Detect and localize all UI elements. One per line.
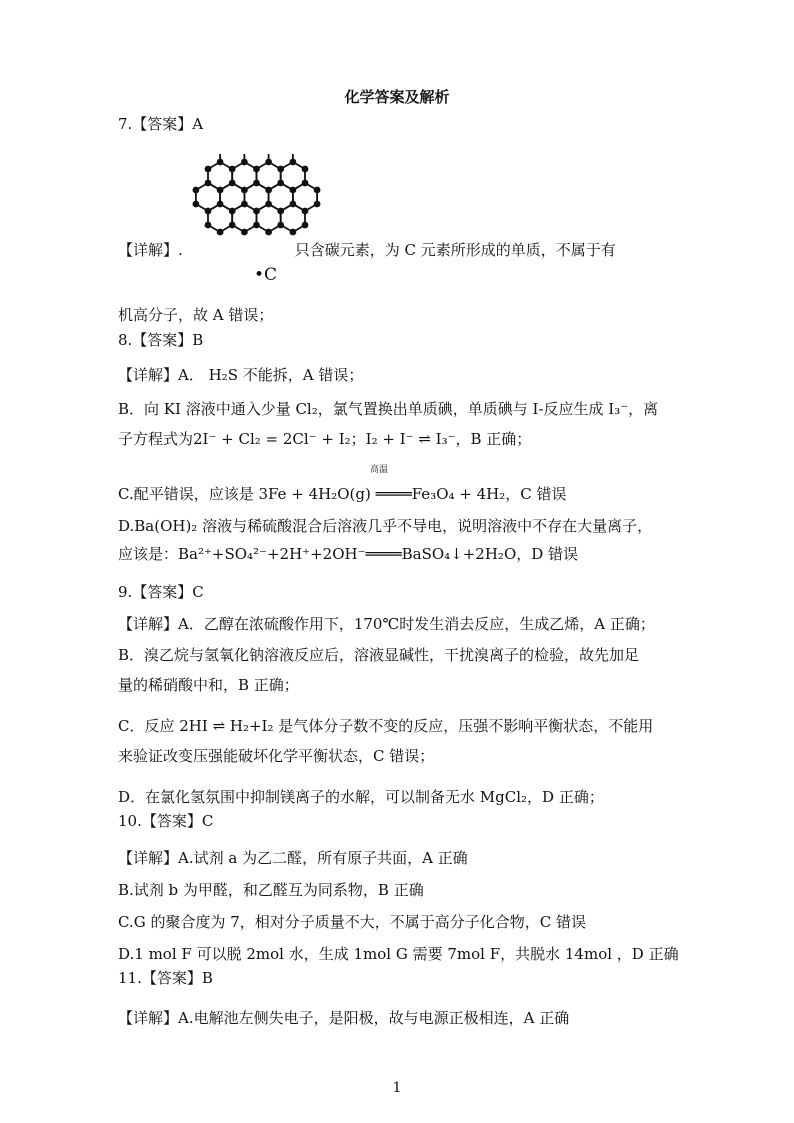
carbon-atom bbox=[277, 208, 284, 215]
carbon-atom bbox=[314, 201, 321, 208]
carbon-atom bbox=[241, 159, 248, 166]
q9-detail-c1: C．反应 2HI ⇌ H₂+I₂ 是气体分子数不变的反应，压强不影响平衡状态，不能用 bbox=[118, 717, 654, 735]
carbon-atom bbox=[302, 208, 309, 215]
carbon-atom bbox=[229, 180, 236, 187]
carbon-atom bbox=[205, 180, 212, 187]
carbon-atom bbox=[205, 166, 212, 173]
q9-answer: 9.【答案】C bbox=[118, 583, 204, 601]
q7-answer: 7.【答案】A bbox=[118, 115, 204, 133]
carbon-atom bbox=[205, 208, 212, 215]
hexagon-ring bbox=[281, 204, 305, 232]
carbon-atom bbox=[241, 201, 248, 208]
q8-answer: 8.【答案】B bbox=[118, 331, 204, 349]
carbon-atom bbox=[205, 222, 212, 229]
carbon-atom bbox=[229, 208, 236, 215]
q11-answer: 11.【答案】B bbox=[118, 969, 213, 987]
carbon-atom bbox=[302, 222, 309, 229]
page-number: 1 bbox=[392, 1080, 402, 1096]
carbon-atom bbox=[193, 201, 200, 208]
q9-detail-b2: 量的稀硝酸中和，B 正确； bbox=[118, 676, 299, 694]
carbon-atom bbox=[302, 166, 309, 173]
q11-detail-a: 【详解】A.电解池左侧失电子，是阳极，故与电源正极相连，A 正确 bbox=[118, 1009, 570, 1027]
carbon-atom bbox=[229, 166, 236, 173]
carbon-atom bbox=[253, 208, 260, 215]
carbon-atom bbox=[217, 229, 224, 236]
carbon-atom bbox=[277, 222, 284, 229]
carbon-atom bbox=[241, 229, 248, 236]
carbon-atom bbox=[302, 180, 309, 187]
q7-detail-suffix: 只含碳元素，为 C 元素所形成的单质，不属于有 bbox=[294, 241, 616, 259]
q8-condition: 高温 bbox=[370, 465, 389, 475]
carbon-atom bbox=[290, 229, 297, 236]
carbon-atom bbox=[241, 187, 248, 194]
carbon-atom bbox=[265, 201, 272, 208]
carbon-atom bbox=[229, 222, 236, 229]
carbon-atom bbox=[253, 222, 260, 229]
carbon-atom bbox=[217, 187, 224, 194]
q9-detail-b1: B．溴乙烷与氢氧化钠溶液反应后，溶液显碱性，干扰溴离子的检验，故先加足 bbox=[118, 646, 640, 664]
carbon-atom bbox=[277, 180, 284, 187]
q9-detail-c2: 来验证改变压强能破坏化学平衡状态，C 错误； bbox=[118, 747, 435, 765]
q8-detail-d2: 应该是：Ba²⁺+SO₄²⁻+2H⁺+2OH⁻════BaSO₄↓+2H₂O，D 错误 bbox=[118, 545, 579, 563]
carbon-atom bbox=[290, 201, 297, 208]
carbon-atom bbox=[277, 166, 284, 173]
hexagon-ring bbox=[257, 204, 281, 232]
carbon-atom bbox=[314, 187, 321, 194]
carbon-atom bbox=[193, 187, 200, 194]
q8-detail-b1: B．向 KI 溶液中通入少量 Cl₂，氯气置换出单质碘，单质碘与 I-反应生成 I₃⁻，离 bbox=[118, 400, 659, 418]
q8-detail-d1: D.Ba(OH)₂ 溶液与稀硫酸混合后溶液几乎不导电，说明溶液中不存在大量离子， bbox=[118, 517, 653, 535]
carbon-atom bbox=[290, 159, 297, 166]
q10-detail-d: D.1 mol F 可以脱 2mol 水，生成 1mol G 需要 7mol F，共脱水 14mol ，D 正确 bbox=[118, 945, 679, 963]
q10-detail-c: C.G 的聚合度为 7，相对分子质量不大，不属于高分子化合物，C 错误 bbox=[118, 913, 587, 931]
q10-detail-b: B.试剂 b 为甲醛，和乙醛互为同系物，B 正确 bbox=[118, 881, 424, 899]
q8-detail-b2: 子方程式为2I⁻ + Cl₂ = 2Cl⁻ + I₂；I₂ + I⁻ ⇌ I₃⁻，B 正确； bbox=[118, 430, 532, 448]
q10-answer: 10.【答案】C bbox=[118, 812, 214, 830]
carbon-atom bbox=[290, 187, 297, 194]
carbon-atom bbox=[217, 201, 224, 208]
q8-detail-a: 【详解】A． H₂S 不能拆，A 错误； bbox=[118, 366, 364, 384]
carbon-atom bbox=[265, 159, 272, 166]
q7-detail-line1 bbox=[118, 240, 616, 260]
carbon-atom bbox=[253, 166, 260, 173]
carbon-atom bbox=[265, 229, 272, 236]
q7-detail-prefix: 【详解】. bbox=[118, 241, 183, 259]
carbon-atom bbox=[265, 187, 272, 194]
graphene-structure-figure bbox=[190, 152, 330, 282]
q10-detail-a: 【详解】A.试剂 a 为乙二醛，所有原子共面，A 正确 bbox=[118, 849, 468, 867]
carbon-atom bbox=[217, 159, 224, 166]
page-title: 化学答案及解析 bbox=[344, 88, 450, 106]
q7-detail-line2: 机高分子，故 A 错误； bbox=[118, 306, 274, 324]
carbon-atom-label: •C bbox=[254, 265, 278, 282]
q9-detail-d: D．在氯化氢氛围中抑制镁离子的水解，可以制备无水 MgCl₂，D 正确； bbox=[118, 788, 604, 806]
carbon-atom bbox=[253, 180, 260, 187]
q9-detail-a: 【详解】A．乙醇在浓硫酸作用下，170℃时发生消去反应，生成乙烯，A 正确； bbox=[118, 615, 655, 633]
hexagon-ring bbox=[232, 204, 256, 232]
q8-detail-c: C.配平错误，应该是 3Fe + 4H₂O(g) ════Fe₃O₄ + 4H₂，C 错误 bbox=[118, 485, 567, 503]
hexagon-ring bbox=[208, 204, 232, 232]
